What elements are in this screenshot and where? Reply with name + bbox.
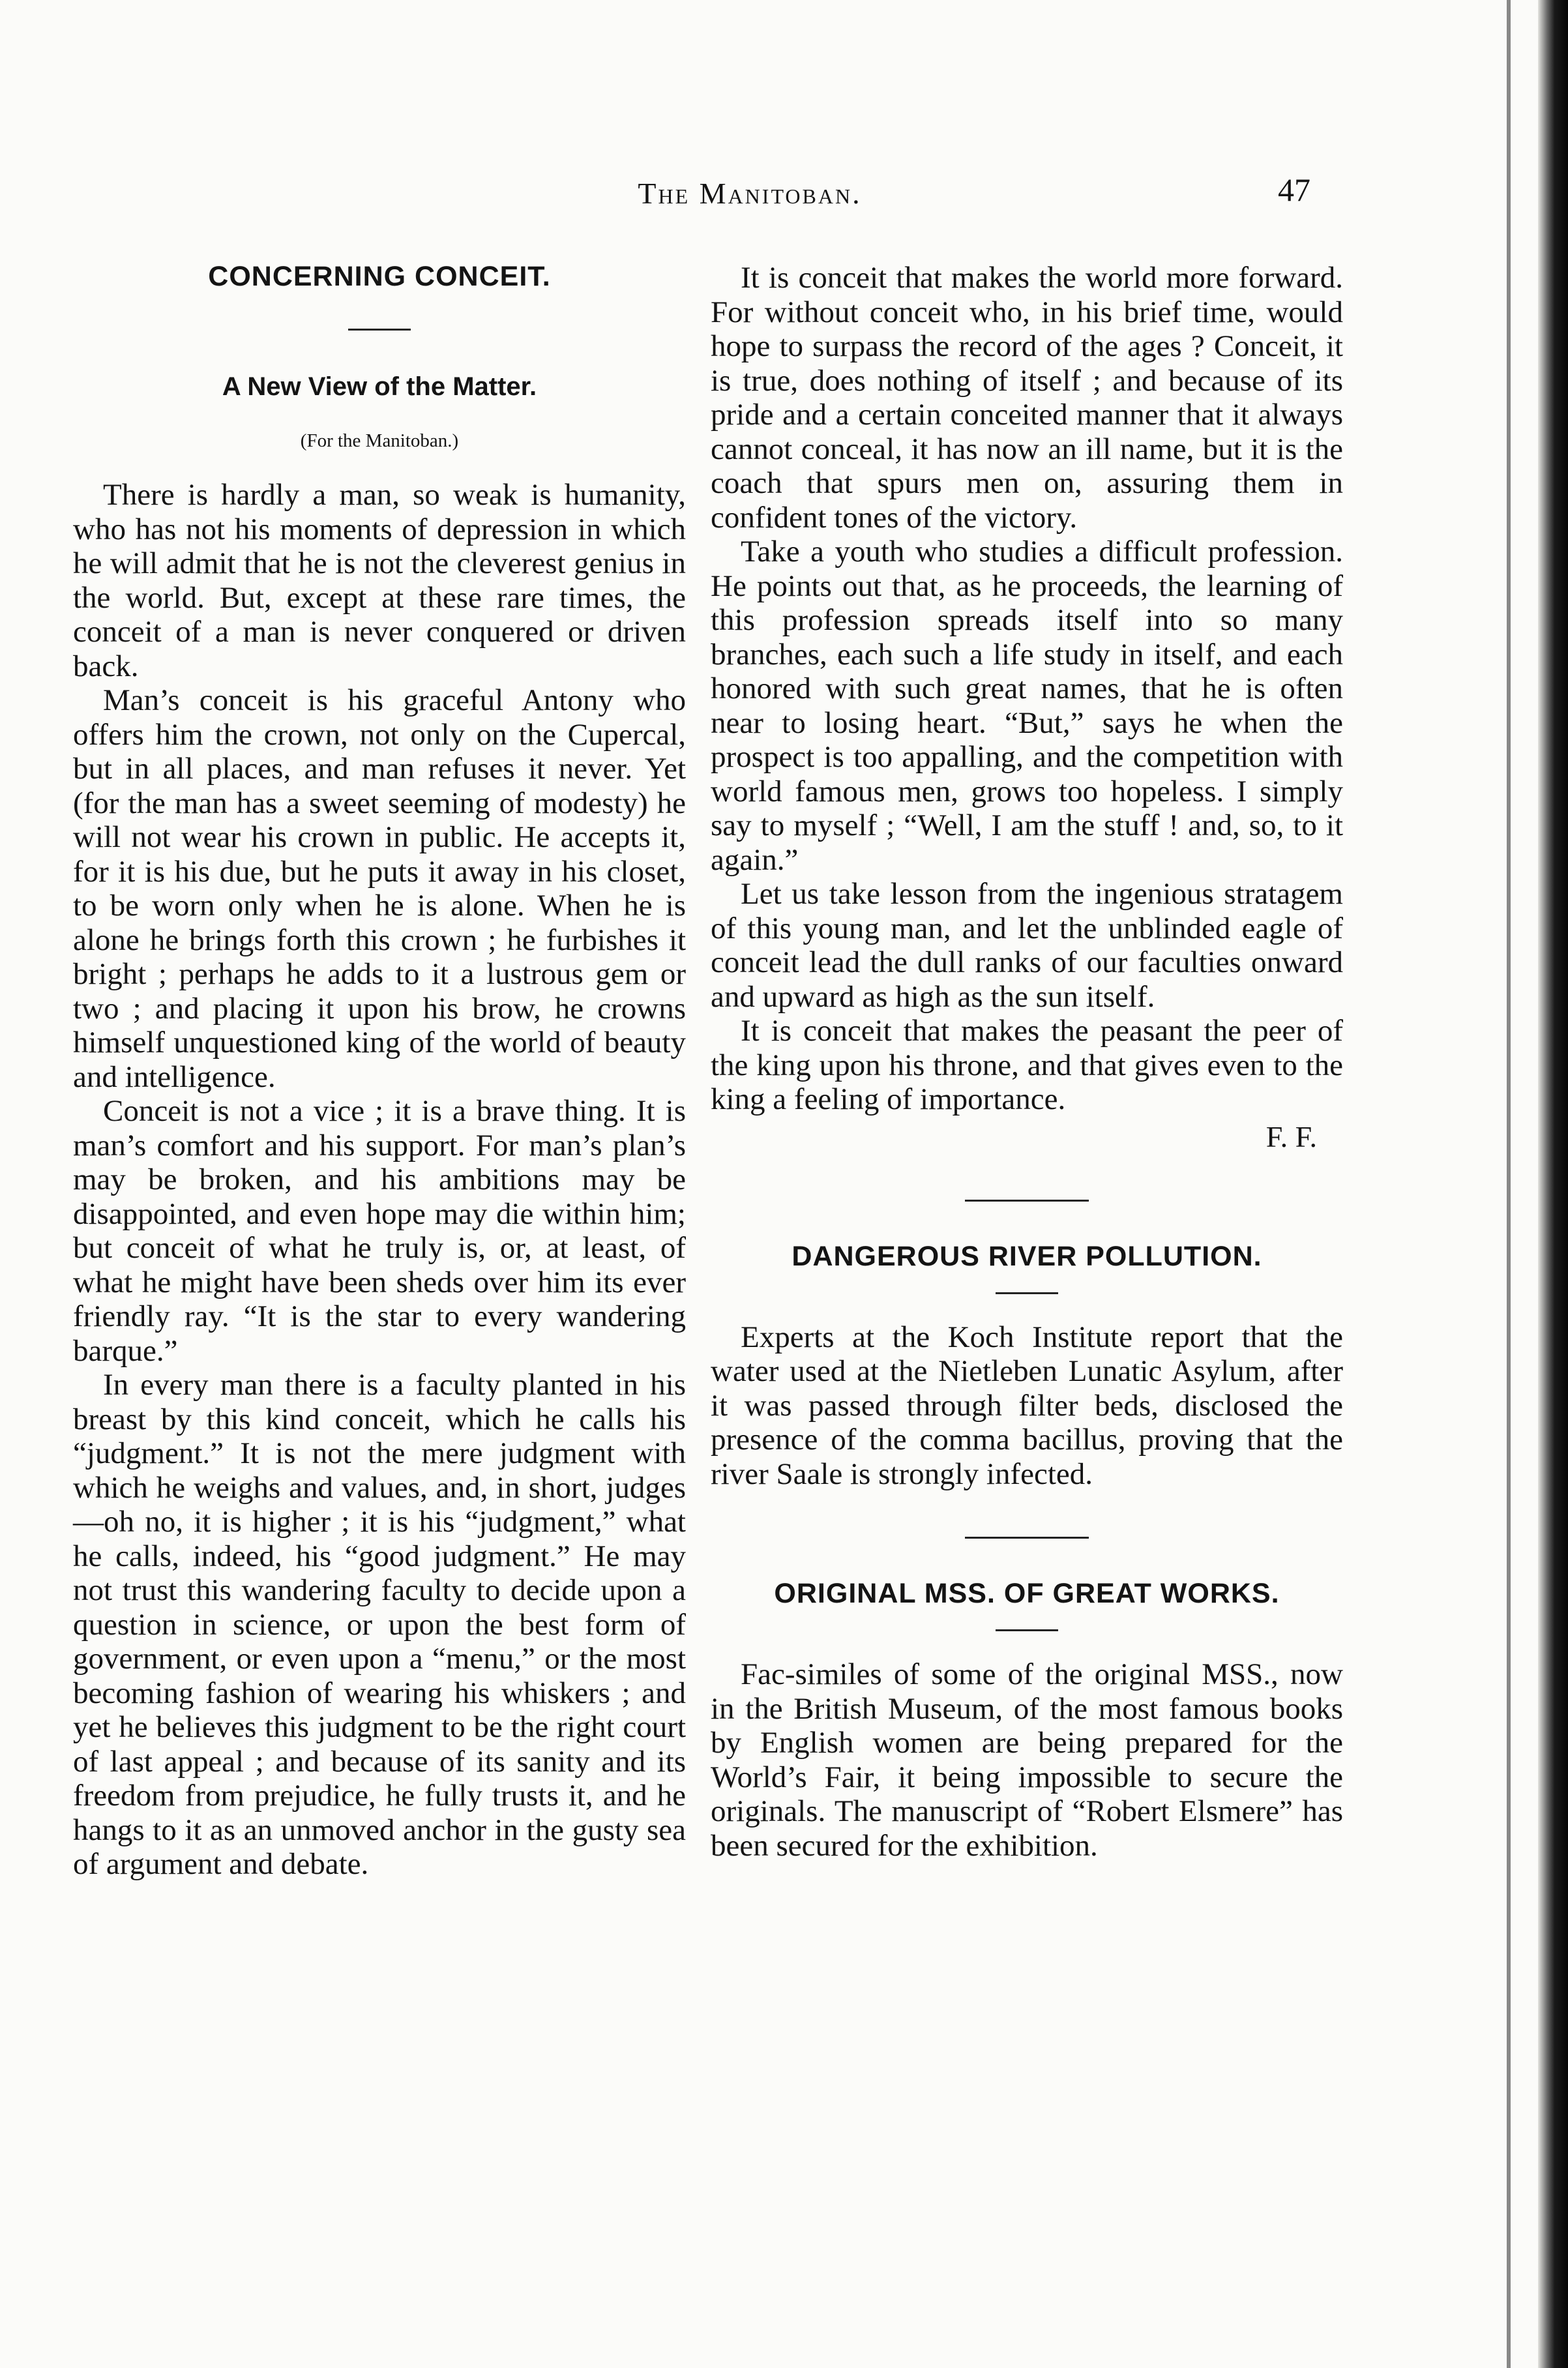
left-column bbox=[73, 261, 686, 1882]
right-column bbox=[711, 261, 1343, 1863]
page-binding-line bbox=[1507, 0, 1511, 2368]
paragraph: Fac-similes of some of the original MSS., now in the British Museum, of the most famous books by English women are being prepared for the World’s Fair, it being impossible to secure the originals. The manuscript of “Robert Elsmere” has been secured for the exhibition. bbox=[711, 1657, 1343, 1863]
article-title-concerning-conceit: CONCERNING CONCEIT. bbox=[208, 261, 551, 292]
article-body bbox=[711, 1320, 1343, 1492]
paragraph: Conceit is not a vice ; it is a brave thing. It is man’s comfort and his support. For man’s plan’s may be broken, and his ambitions may be disappointed, and even hope may die within him; but conceit of what he truly is, or, at least, of what he might have been sheds over him its ever friendly ray. “It is the star to every wandering barque.” bbox=[73, 1094, 686, 1368]
page-binding-edge bbox=[1538, 0, 1568, 2368]
paragraph: Experts at the Koch Institute report that the water used at the Nietleben Lunatic Asylum, after it was passed through filter beds, disclosed the presence of the comma bacillus, proving that the river Saale is strongly infected. bbox=[711, 1320, 1343, 1491]
article-body bbox=[73, 478, 686, 1882]
article-body-continued bbox=[711, 261, 1343, 1117]
paragraph: There is hardly a man, so weak is humanity, who has not his moments of depression in which he will admit that he is not the cleverest genius in the world. But, except at these rare times, the conceit of a man is never conquered or driven back. bbox=[73, 478, 686, 683]
page-number: 47 bbox=[1278, 171, 1310, 208]
article-separator bbox=[965, 1537, 1089, 1539]
article-subtitle: A New View of the Matter. bbox=[222, 372, 537, 401]
paragraph: It is conceit that makes the world more forward. For without conceit who, in his brief time, would hope to surpass the record of the ages ? Conceit, it is true, does nothing of itself ; and because of its pride and a certain conceited manner that it always cannot conceal, it has now an ill name, but it is the coach that spurs men on, assuring them in confident tones of the victory. bbox=[711, 261, 1343, 535]
title-divider bbox=[996, 1629, 1058, 1631]
article-title-river-pollution: DANGEROUS RIVER POLLUTION. bbox=[791, 1240, 1262, 1272]
paragraph: Let us take lesson from the ingenious stratagem of this young man, and let the unblinded eagle of conceit lead the dull ranks of our faculties onward and upward as high as the sun itself. bbox=[711, 877, 1343, 1014]
title-divider bbox=[348, 329, 411, 331]
article-separator bbox=[965, 1200, 1089, 1202]
paragraph: It is conceit that makes the peasant the peer of the king upon his throne, and that gives even to the king a feeling of importance. bbox=[711, 1014, 1343, 1116]
paragraph: Man’s conceit is his graceful Antony who offers him the crown, not only on the Cupercal, but in all places, and man refuses it never. Yet (for the man has a sweet seeming of modesty) he will not wear his crown in public. He accepts it, for it is his due, but he puts it away in his closet, to be worn only when he is alone. When he is alone he brings forth this crown ; he furbishes it bright ; perhaps he adds to it a lustrous gem or two ; and placing it upon his brow, he crowns himself unquestioned king of the world of beauty and intelligence. bbox=[73, 683, 686, 1094]
article-byline: (For the Manitoban.) bbox=[300, 430, 459, 451]
paragraph: In every man there is a faculty planted in his breast by this kind conceit, which he calls his “judgment.” It is not the mere judgment with which he weighs and values, and, in short, judges—oh no, it is higher ; it is his “judgment,” what he calls, indeed, his “good judgment.” He may not trust this wandering faculty to decide upon a question in science, or upon the best form of government, or even upon a “menu,” or the most becoming fashion of wearing his whiskers ; and yet he believes this judgment to be the right court of last appeal ; and because of its sanity and its freedom from prejudice, he fully trusts it, and he hangs to it as an unmoved anchor in the gusty sea of argument and debate. bbox=[73, 1368, 686, 1881]
paragraph: Take a youth who studies a difficult profession. He points out that, as he proceeds, the learning of this profession spreads itself into so many branches, each such a life study in itself, and each honored with such great names, that he is often near to losing heart. “But,” says he when the prospect is too appalling, and the competition with world famous men, grows too hopeless. I simply say to myself ; “Well, I am the stuff ! and, so, to it again.” bbox=[711, 535, 1343, 877]
article-title-original-mss: ORIGINAL MSS. OF GREAT WORKS. bbox=[774, 1578, 1280, 1609]
title-divider bbox=[996, 1292, 1058, 1294]
running-header-title: The Manitoban. bbox=[638, 177, 862, 210]
article-body bbox=[711, 1657, 1343, 1863]
author-signature: F. F. bbox=[1265, 1119, 1317, 1153]
